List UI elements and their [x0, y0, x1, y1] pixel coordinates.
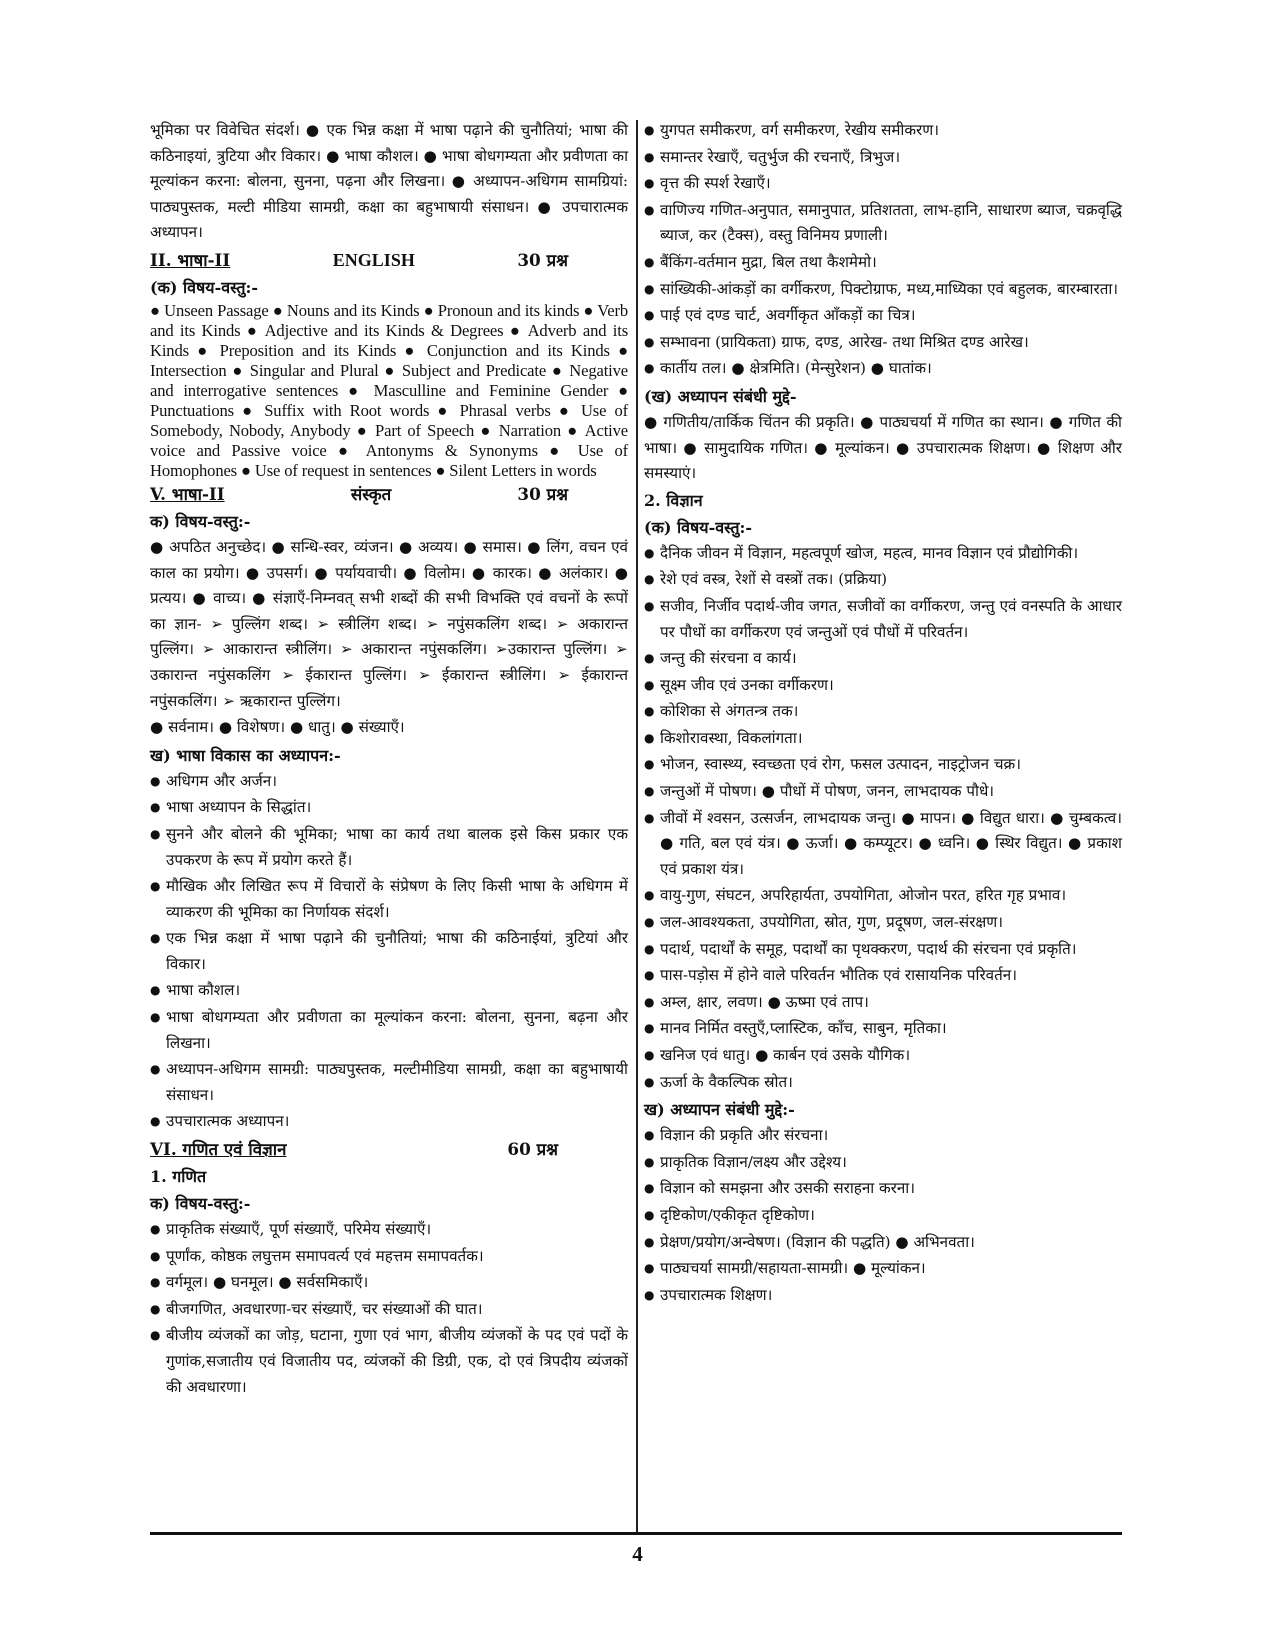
list-item: ● पदार्थ, पदार्थों के समूह, पदार्थों का पृथक्करण, पदार्थ की संरचना एवं प्रकृति। [644, 937, 1122, 963]
subheading: ख) अध्यापन संबंधी मुद्दे:- [644, 1100, 795, 1120]
section-heading-math-science [150, 1136, 628, 1163]
section-title: V. भाषा-II [150, 483, 225, 504]
list-item: ● वायु-गुण, संघटन, अपरिहार्यता, उपयोगिता, ओजोन परत, हरित गृह प्रभाव। [644, 883, 1122, 909]
subheading: (क) विषय-वस्तु:- [150, 277, 258, 297]
list-item: ● सूक्ष्म जीव एवं उनका वर्गीकरण। [644, 673, 1122, 699]
list-item: ● युगपत समीकरण, वर्ग समीकरण, रेखीय समीकरण। [644, 118, 1122, 144]
list-item: ● प्रेक्षण/प्रयोग/अन्वेषण। (विज्ञान की पद्धति) ● अभिनवता। [644, 1230, 1122, 1256]
list-item: ● पाई एवं दण्ड चार्ट, अवर्गीकृत आँकड़ों का चित्र। [644, 303, 1122, 329]
list-item: ● कोशिका से अंगतन्त्र तक। [644, 699, 1122, 725]
list-item: ● अधिगम और अर्जन। [150, 769, 628, 795]
subheading: (ख) अध्यापन संबंधी मुद्दे- [644, 386, 797, 406]
list-item: ● जन्तुओं में पोषण। ● पौधों में पोषण, जनन, लाभदायक पौधे। [644, 779, 1122, 805]
question-count: 60 प्रश्न [507, 1139, 558, 1160]
sanskrit-topics: ● अपठित अनुच्छेद। ● सन्धि-स्वर, व्यंजन। ● अव्यय। ● समास। ● लिंग, वचन एवं काल का प्रयोग। ● उपसर्ग। ● पर्यायवाची। ● विलोम। ● कारक। ● अलंकार। ● प्रत्यय। ● वाच्य। ● संज्ञाएँ-निम्नवत् सभी शब्दों की सभी विभक्ति एवं वचनों के रूपों का ज्ञान- ➢ पुल्लिंग शब्द। ➢ स्त्रीलिंग शब्द। ➢ नपुंसकलिंग शब्द। ➢ अकारान्त पुल्लिंग। ➢ आकारान्त स्त्रीलिंग। ➢ अकारान्त नपुंसकलिंग। ➢उकारान्त पुल्लिंग। ➢ उकारान्त नपुंसकलिंग ➢ ईकारान्त पुल्लिंग। ➢ ईकारान्त स्त्रीलिंग। ➢ ईकारान्त नपुंसकलिंग। ➢ ऋकारान्त पुल्लिंग। [150, 537, 628, 710]
list-item: ● बीजगणित, अवधारणा-चर संख्याएँ, चर संख्याओं की घात। [150, 1297, 628, 1323]
subheading: (क) विषय-वस्तु:- [644, 517, 752, 537]
subheading: क) विषय-वस्तु:- [150, 511, 251, 531]
pedagogy-list [150, 769, 628, 1135]
list-item: ● जीवों में श्वसन, उत्सर्जन, लाभदायक जन्तु। ● मापन। ● विद्युत धारा। ● चुम्बकत्व। ● गति, बल एवं यंत्र। ● ऊर्जा। ● कम्प्यूटर। ● ध्वनि। ● स्थिर विद्युत। ● प्रकाश एवं प्रकाश यंत्र। [644, 806, 1122, 883]
list-item: ● ऊर्जा के वैकल्पिक स्रोत। [644, 1070, 1122, 1096]
science-list [644, 541, 1122, 1095]
sanskrit-topics-2: ● सर्वनाम। ● विशेषण। ● धातु। ● संख्याएँ। [150, 718, 405, 737]
english-topics: ● Unseen Passage ● Nouns and its Kinds ● Pronoun and its kinds ● Verb and its Kinds ● Adjective and its Kinds & Degrees ● Adverb and its Kinds ● Preposition and its Kinds ● Conjunction and its Kinds ● Intersection ● Singular and Plural ● Subject and Predicate ● Negative and interrogative sentences ● Masculline and Feminine Gender ● Punctuations ● Suffix with Root words ● Phrasal verbs ● Use of Somebody, Nobody, Anybody ● Part of Speech ● Narration ● Active voice and Passive voice ● Antonyms & Synonyms ● Use of Homophones ● Use of request in sentences ● Silent Letters in words [150, 300, 628, 480]
intro-paragraph: भूमिका पर विवेचित संदर्श। ● एक भिन्न कक्षा में भाषा पढ़ाने की चुनौतियां; भाषा की कठिनाइयां, त्रुटिया और विकार। ● भाषा कौशल। ● भाषा बोधगम्यता और प्रवीणता का मूल्यांकन करना: बोलना, सुनना, पढ़ना और लिखना। ● अध्यापन-अधिगम सामग्रियां: पाठ्यपुस्तक, मल्टी मीडिया सामग्री, कक्षा का बहुभाषायी संसाधन। ● उपचारात्मक अध्यापन। [150, 121, 628, 242]
list-item: ● प्राकृतिक विज्ञान/लक्ष्य और उद्देश्य। [644, 1150, 1122, 1176]
list-item: ● विज्ञान की प्रकृति और संरचना। [644, 1123, 1122, 1149]
subheading: ख) भाषा विकास का अध्यापन:- [150, 745, 341, 765]
list-item: ● जन्तु की संरचना व कार्य। [644, 646, 1122, 672]
list-item: ● वृत्त की स्पर्श रेखाएँ। [644, 171, 1122, 197]
footer-rule [150, 1532, 1122, 1535]
list-item: ● जल-आवश्यकता, उपयोगिता, स्रोत, गुण, प्रदूषण, जल-संरक्षण। [644, 910, 1122, 936]
list-item: ● अध्यापन-अधिगम सामग्री: पाठ्यपुस्तक, मल्टीमीडिया सामग्री, कक्षा का बहुभाषायी संसाधन। [150, 1057, 628, 1108]
subheading: क) विषय-वस्तु:- [150, 1194, 251, 1214]
section-language: संस्कृत [350, 483, 392, 504]
list-item: ● सम्भावना (प्रायिकता) ग्राफ, दण्ड, आरेख- तथा मिश्रित दण्ड आरेख। [644, 330, 1122, 356]
list-item: ● सांख्यिकी-आंकड़ों का वर्गीकरण, पिक्टोग्राफ, मध्य,माध्यिका एवं बहुलक, बारम्बारता। [644, 277, 1122, 303]
list-item: ● बैंकिंग-वर्तमान मुद्रा, बिल तथा कैशमेमो। [644, 250, 1122, 276]
list-item: ● रेशे एवं वस्त्र, रेशों से वस्त्रों तक। (प्रक्रिया) [644, 567, 1122, 593]
list-item: ● वाणिज्य गणित-अनुपात, समानुपात, प्रतिशतता, लाभ-हानि, साधारण ब्याज, चक्रवृद्धि ब्याज, कर (टैक्स), वस्तु विनिमय प्रणाली। [644, 198, 1122, 249]
list-item: ● सुनने और बोलने की भूमिका; भाषा का कार्य तथा बालक इसे किस प्रकार एक उपकरण के रूप में प्रयोग करते हैं। [150, 822, 628, 873]
list-item: ● उपचारात्मक अध्यापन। [150, 1109, 628, 1135]
list-item: ● पूर्णांक, कोष्ठक लघुत्तम समापवर्त्य एवं महत्तम समापवर्तक। [150, 1244, 628, 1270]
list-item: ● एक भिन्न कक्षा में भाषा पढ़ाने की चुनौतियां; भाषा की कठिनाईयां, त्रुटियां और विकार। [150, 926, 628, 977]
list-item: ● किशोरावस्था, विकलांगता। [644, 726, 1122, 752]
page-number: 4 [632, 1542, 643, 1566]
list-item: ● विज्ञान को समझना और उसकी सराहना करना। [644, 1176, 1122, 1202]
list-item: ● प्राकृतिक संख्याएँ, पूर्ण संख्याएँ, परिमेय संख्याएँ। [150, 1217, 628, 1243]
science-pedagogy-list [644, 1123, 1122, 1308]
list-item: ● दृष्टिकोण/एकीकृत दृष्टिकोण। [644, 1203, 1122, 1229]
science-title: 2. विज्ञान [644, 490, 703, 510]
section-heading-english [150, 247, 628, 274]
math-list [150, 1217, 628, 1400]
section-heading-sanskrit [150, 481, 628, 508]
list-item: ● भाषा अध्यापन के सिद्धांत। [150, 795, 628, 821]
math-title: 1. गणित [150, 1167, 207, 1187]
list-item: ● दैनिक जीवन में विज्ञान, महत्वपूर्ण खोज, महत्व, मानव विज्ञान एवं प्रौद्योगिकी। [644, 541, 1122, 567]
section-title: VI. गणित एवं विज्ञान [150, 1139, 287, 1160]
math-list-continued [644, 118, 1122, 382]
list-item: ● सजीव, निर्जीव पदार्थ-जीव जगत, सजीवों का वर्गीकरण, जन्तु एवं वनस्पति के आधार पर पौधों का वर्गीकरण एवं जन्तुओं एवं पौधों में परिवर्तन। [644, 594, 1122, 645]
list-item: ● कार्तीय तल। ● क्षेत्रमिति। (मेन्सुरेशन) ● घातांक। [644, 356, 1122, 382]
question-count: 30 प्रश्न [517, 249, 568, 270]
list-item: ● भोजन, स्वास्थ्य, स्वच्छता एवं रोग, फसल उत्पादन, नाइट्रोजन चक्र। [644, 752, 1122, 778]
list-item: ● पाठ्यचर्या सामग्री/सहायता-सामग्री। ● मूल्यांकन। [644, 1256, 1122, 1282]
question-count: 30 प्रश्न [517, 483, 568, 504]
math-pedagogy: ● गणितीय/तार्किक चिंतन की प्रकृति। ● पाठ्यचर्या में गणित का स्थान। ● गणित की भाषा। ● सामुदायिक गणित। ● मूल्यांकन। ● उपचारात्मक शिक्षण। ● शिक्षण और समस्याएं। [644, 412, 1122, 483]
list-item: ● समान्तर रेखाएँ, चतुर्भुज की रचनाएँ, त्रिभुज। [644, 145, 1122, 171]
list-item: ● उपचारात्मक शिक्षण। [644, 1283, 1122, 1309]
list-item: ● मानव निर्मित वस्तुएँ,प्लास्टिक, काँच, साबुन, मृतिका। [644, 1016, 1122, 1042]
list-item: ● खनिज एवं धातु। ● कार्बन एवं उसके यौगिक। [644, 1043, 1122, 1069]
list-item: ● भाषा कौशल। [150, 978, 628, 1004]
list-item: ● भाषा बोधगम्यता और प्रवीणता का मूल्यांकन करना: बोलना, सुनना, बढ़ना और लिखना। [150, 1005, 628, 1056]
column-divider [636, 120, 638, 1532]
list-item: ● बीजीय व्यंजकों का जोड़, घटाना, गुणा एवं भाग, बीजीय व्यंजकों के पद एवं पदों के गुणांक,सजातीय एवं विजातीय पद, व्यंजकों की डिग्री, एक, दो एवं त्रिपदीय व्यंजकों की अवधारणा। [150, 1323, 628, 1400]
section-language: ENGLISH [332, 249, 415, 270]
left-column [150, 118, 628, 1401]
list-item: ● अम्ल, क्षार, लवण। ● ऊष्मा एवं ताप। [644, 990, 1122, 1016]
list-item: ● पास-पड़ोस में होने वाले परिवर्तन भौतिक एवं रासायनिक परिवर्तन। [644, 963, 1122, 989]
list-item: ● मौखिक और लिखित रूप में विचारों के संप्रेषण के लिए किसी भाषा के अधिगम में व्याकरण की भूमिका का निर्णायक संदर्श। [150, 874, 628, 925]
list-item: ● वर्गमूल। ● घनमूल। ● सर्वसमिकाएँ। [150, 1270, 628, 1296]
section-title: II. भाषा-II [150, 249, 231, 270]
right-column [644, 118, 1122, 1309]
